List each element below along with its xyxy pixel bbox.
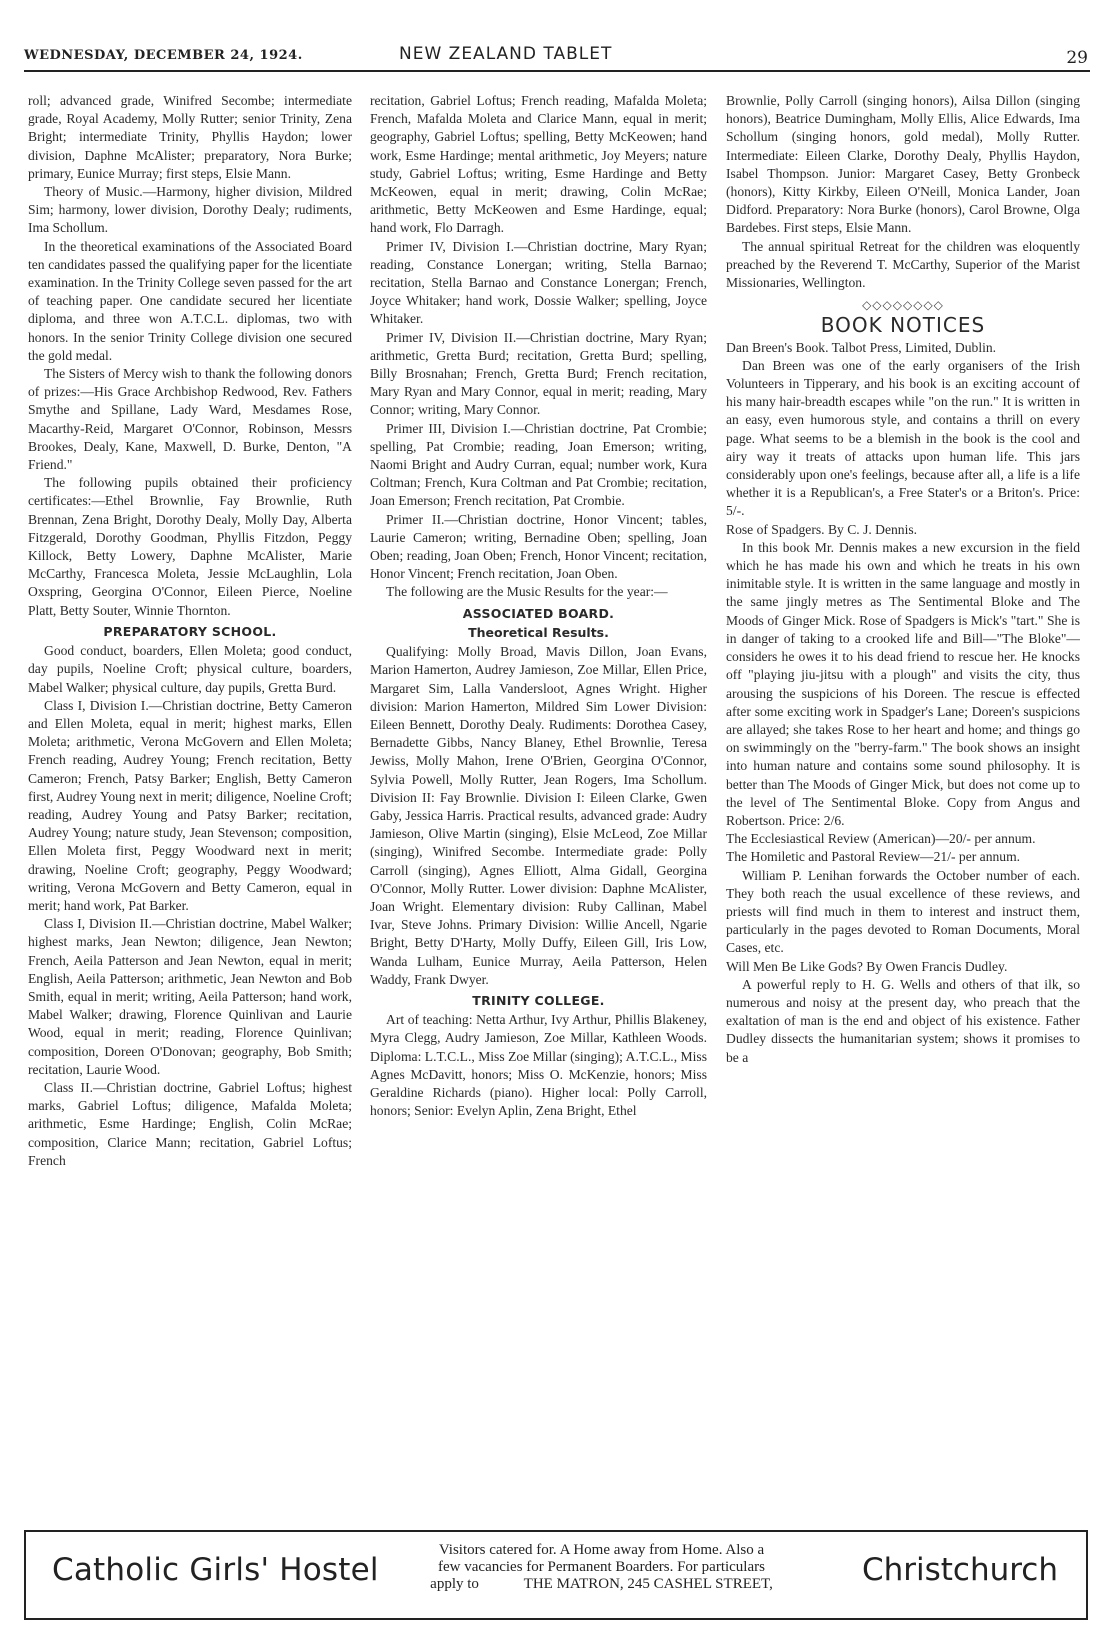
column-3 xyxy=(726,92,1080,1520)
page-number: 29 xyxy=(1066,48,1088,68)
paragraph: The Sisters of Mercy wish to thank the following donors of prizes:—His Grace Archbishop Redwood, Rev. Fathers Smythe and Spillane, Lady Ward, Mesdames Rose, Macarthy-Reid, Margaret O'Connor, Robinson, Messrs Brookes, Dealy, Kane, Maxwell, D. Burke, Denton, "A Friend." xyxy=(28,366,352,473)
paragraph: Brownlie, Polly Carroll (singing honors), Ailsa Dillon (singing honors), Beatrice Dumingham, Molly Ellis, Alice Edwards, Ima Schollum (singing honors, gold medal), Molly Rutter. Intermediate: Eileen Clarke, Dorothy Dealy, Phyllis Haydon, Isabel Thompson. Junior: Margaret Casey, Betty Gronbeck (honors), Kitty Kirkby, Eileen O'Neill, Monica Lander, Joan Didford. Preparatory: Nora Burke (honors), Carol Browne, Olga Bardebes. First steps, Elsie Mann. xyxy=(726,93,1080,236)
book-title: Will Men Be Like Gods? By Owen Francis Dudley. xyxy=(726,958,1008,974)
paragraph: Class II.—Christian doctrine, Gabriel Loftus; highest marks, Gabriel Loftus; diligence, Mafalda Moleta; arithmetic, Esme Hardinge; English, Colin McRae; composition, Clarice Mann; recitation, Gabriel Loftus; French xyxy=(28,1079,352,1168)
ornament-divider: ◇◇◇◇◇◇◇◇ xyxy=(862,298,944,313)
publication-title: NEW ZEALAND TABLET xyxy=(399,44,613,64)
section-heading: PREPARATORY SCHOOL. xyxy=(103,623,277,639)
section-heading: ASSOCIATED BOARD. xyxy=(462,605,615,621)
advert-line: Visitors catered for. A Home away from Home. Also a xyxy=(438,1542,765,1558)
paragraph: Primer III, Division I.—Christian doctrine, Pat Crombie; spelling, Pat Crombie; reading, Joan Emerson; writing, Naomi Bright and Audry Curran, equal; number work, Kura Coltman; French, Kura Coltman and Pat Crombie; recitation, Joan Emerson; French recitation, Pat Crombie. xyxy=(370,420,707,509)
section-heading: TRINITY COLLEGE. xyxy=(472,992,605,1008)
paragraph: Good conduct, boarders, Ellen Moleta; good conduct, day pupils, Noeline Croft; physical culture, boarders, Mabel Walker; physical culture, day pupils, Gretta Burd. xyxy=(28,643,352,695)
book-title: Rose of Spadgers. By C. J. Dennis. xyxy=(726,521,918,537)
paragraph: Class I, Division II.—Christian doctrine, Mabel Walker; highest marks, Jean Newton; diligence, Jean Newton; French, Aeila Patterson and Jean Newton, equal in merit; English, Aeila Patterson; arithmetic, Jean Newton and Bob Smith, equal in merit; writing, Aeila Patterson; hand work, Mabel Walker; drawing, Florence Quinlivan and Laurie Wood, equal in merit; reading, Florence Quinlivan; composition, Doreen O'Donovan; geography, Bob Smith; recitation, Laurie Wood. xyxy=(28,916,352,1077)
paragraph: In this book Mr. Dennis makes a new excursion in the field which he has made his own and which he treats in his own inimitable style. It is written in the same language and mostly in the same jingly metres as The Sentimental Bloke and The Moods of Ginger Mick. Rose of Spadgers is Mick's "tart." She is in danger of taking to a crooked life and Bill—"The Bloke"—considers he owes it to his dead friend to rescue her. He knocks off "playing jiu-jitsu with a plough" and visits the city, thus arousing the suspicions of his Doreen. The rescue is effected after some exciting work in Spadger's Lane; Doreen's suspicions are allayed; she takes Rose to her heart and home; and things go on swimmingly on the "berry-farm." The book shows an insight into human nature and contains some sound philosophy. It is better than The Moods of Ginger Mick, but does not come up to the level of The Sentimental Bloke. Copy from Angus and Robertson. Price: 2/6. xyxy=(726,539,1080,828)
paragraph: In the theoretical examinations of the Associated Board ten candidates passed the qualifying paper for the licentiate examination. In the Trinity College seven passed for the art of teaching paper. One candidate secured her licentiate diploma, and three won A.T.C.L. diplomas, two with honors. In the senior Trinity College division one secured the gold medal. xyxy=(28,238,352,363)
advert-details xyxy=(384,1542,819,1593)
paragraph: William P. Lenihan forwards the October number of each. They both reach the usual excellence of these reviews, and priests will find much in them to interest and instruct them, particularly in the pages devoted to Roman Documents, Moral Cases, etc. xyxy=(726,867,1080,956)
advert-line xyxy=(384,1576,819,1593)
advert-line: few vacancies for Permanent Boarders. For particulars xyxy=(438,1559,765,1575)
book-title: The Homiletic and Pastoral Review—21/- per annum. xyxy=(726,849,1021,865)
column-1 xyxy=(28,92,352,1520)
paragraph: The following pupils obtained their proficiency certificates:—Ethel Brownlie, Fay Brownlie, Ruth Brennan, Zena Bright, Dorothy Dealy, Molly Day, Alberta Fitzgerald, Dorothy Goodman, Phyllis Fitzdon, Peggy Killock, Betty Lowery, Daphne McAlister, Marie McCarthy, Francesca Moleta, Jessie McLaughlin, Lola Oxspring, Georgina O'Connor, Eileen Pierce, Noeline Platt, Betty Souter, Winnie Thornton. xyxy=(28,475,352,618)
advert-address: THE MATRON, 245 CASHEL STREET, xyxy=(523,1576,773,1592)
paragraph: roll; advanced grade, Winifred Secombe; intermediate grade, Royal Academy, Molly Rutter; senior Trinity, Zena Bright; intermediate Trinity, Phyllis Haydon; lower division, Daphne McAlister; preparatory, Nora Burke; primary, Eunice Murray; first steps, Elsie Mann. xyxy=(28,93,352,181)
page-header xyxy=(24,40,1090,72)
sub-heading: Theoretical Results. xyxy=(468,624,609,640)
paragraph: Dan Breen was one of the early organisers of the Irish Volunteers in Tipperary, and his book is an exciting account of his many hair-breadth escapes while "on the run." It is written in an easy, even humorous style, and contains a thrill on every page. What seems to be a blemish in the book is the cool and airy way it treats of attacks upon human life. This jars considerably upon one's feelings, because after all, a life is a life whether it is a Republican's, a Free Stater's or a Briton's. Price: 5/-. xyxy=(726,357,1080,519)
advert-city: Christchurch xyxy=(861,1552,1058,1588)
book-title: Dan Breen's Book. Talbot Press, Limited, Dublin. xyxy=(726,339,997,355)
paragraph: Primer IV, Division II.—Christian doctrine, Mary Ryan; arithmetic, Gretta Burd; recitation, Gretta Burd; spelling, Billy Brosnahan; French, Gretta Burd; French recitation, Mary Ryan and Mary Connor, equal in merit; reading, Mary Connor; writing, Mary Connor. xyxy=(370,329,707,418)
paragraph: Class I, Division I.—Christian doctrine, Betty Cameron and Ellen Moleta, equal in merit; highest marks, Ellen Moleta; arithmetic, Verona McGovern and Ellen Moleta; French reading, Audrey Young; French recitation, Betty Cameron; French, Patsy Barker; English, Betty Cameron first, Audrey Young next in merit; diligence, Noeline Croft; reading, Audrey Young and Patsy Barker; recitation, Audrey Young; nature study, Jean Stevenson; composition, Ellen Moleta first, Peggy Woodward next in merit; drawing, Noeline Croft; geography, Peggy Woodward; writing, Verona McGovern and Betty Cameron, equal in merit; hand work, Pat Barker. xyxy=(28,697,352,913)
paragraph: recitation, Gabriel Loftus; French reading, Mafalda Moleta; French, Mafalda Moleta and Clarice Mann, equal in merit; geography, Gabriel Loftus; spelling, Betty McKeowen; hand work, Esme Hardinge; mental arithmetic, Joy Meyers; nature study, Gabriel Loftus; writing, Esme Hardinge and Betty McKeowen, equal in merit; drawing, Colin McRae; arithmetic, Betty McKeowen and Esme Hardinge, equal; hand work, Flo Darragh. xyxy=(370,93,707,236)
paragraph: The following are the Music Results for the year:— xyxy=(386,584,668,600)
paragraph: Art of teaching: Netta Arthur, Ivy Arthur, Phillis Blakeney, Myra Clegg, Audry Jamieson, Zoe Millar, Kathleen Woods. Diploma: L.T.C.L., Miss Zoe Millar (singing); A.T.C.L., Miss Agnes McDavitt, honors; Miss O. McKenzie, honors; Miss Geraldine Richards (piano). Higher local: Polly Carroll, honors; Senior: Evelyn Aplin, Zena Bright, Ethel xyxy=(370,1012,707,1119)
paragraph: The annual spiritual Retreat for the children was eloquently preached by the Reverend T. McCarthy, Superior of the Marist Missionaries, Wellington. xyxy=(726,238,1080,291)
article-columns xyxy=(28,92,1088,1520)
paragraph: Theory of Music.—Harmony, higher division, Mildred Sim; harmony, lower division, Dorothy Dealy; rudiments, Ima Schollum. xyxy=(28,184,352,236)
paragraph: Qualifying: Molly Broad, Mavis Dillon, Joan Evans, Marion Hamerton, Audrey Jamieson, Zoe Millar, Ellen Price, Margaret Sim, Lalla Vandersloot, Agnes Wright. Higher division: Marion Hamerton, Mildred Sim Lower Division: Eileen Bennett, Dorothy Dealy. Rudiments: Dorothea Casey, Bernadette Gibbs, Nancy Blaney, Ethel Brownlie, Teresa Jewiss, Molly Mahon, Irene O'Brien, Georgina O'Connor, Sylvia Powell, Molly Rutter, Jean Rogers, Ima Schollum. Division II: Fay Brownlie. Division I: Eileen Clarke, Gwen Gaby, Jessica Harris. Practical results, advanced grade: Audry Jamieson, Olive Martin (singing), Elsie McLeod, Zoe Millar (singing), Winifred Secombe. Intermediate grade: Polly Carroll (singing), Agnes Elliott, Alma Gidall, Georgina O'Connor, Molly Rutter. Lower division: Daphne McAlister, Joan Wright. Elementary division: Ruby Callinan, Mabel Ivar, Steve Johns. Primary Division: Willie Ancell, Ngarie Bright, Betty D'Harty, Molly Duffy, Eileen Gill, Iris Low, Wanda Lulham, Eunice Murray, Aeila Patterson, Helen Waddy, Frank Dwyer. xyxy=(370,644,707,987)
book-title: The Ecclesiastical Review (American)—20/- per annum. xyxy=(726,831,1036,847)
column-2 xyxy=(370,92,707,1520)
advert-apply: apply to xyxy=(430,1576,479,1592)
hostel-advertisement xyxy=(24,1530,1088,1620)
paragraph: Primer IV, Division I.—Christian doctrine, Mary Ryan; reading, Constance Lonergan; writing, Stella Barnao; recitation, Stella Barnao and Constance Lonergan; French, Joyce Whitaker; hand work, Dossie Walker; spelling, Joyce Whitaker. xyxy=(370,238,707,327)
paragraph: A powerful reply to H. G. Wells and others of that ilk, so numerous and noisy at the present day, who preach that the exaltation of man is the end and object of his existence. Father Dudley dissects the humanitarian system; shows it promises to be a xyxy=(726,976,1080,1065)
paragraph: Primer II.—Christian doctrine, Honor Vincent; tables, Laurie Cameron; writing, Bernadine Oben; spelling, Joan Oben; reading, Joan Oben; French, Honor Vincent; recitation, Honor Vincent; French recitation, Joan Oben. xyxy=(370,511,707,582)
issue-date: WEDNESDAY, DECEMBER 24, 1924. xyxy=(24,48,303,63)
advert-name: Catholic Girls' Hostel xyxy=(52,1552,379,1588)
book-notices-heading: BOOK NOTICES xyxy=(820,313,986,338)
